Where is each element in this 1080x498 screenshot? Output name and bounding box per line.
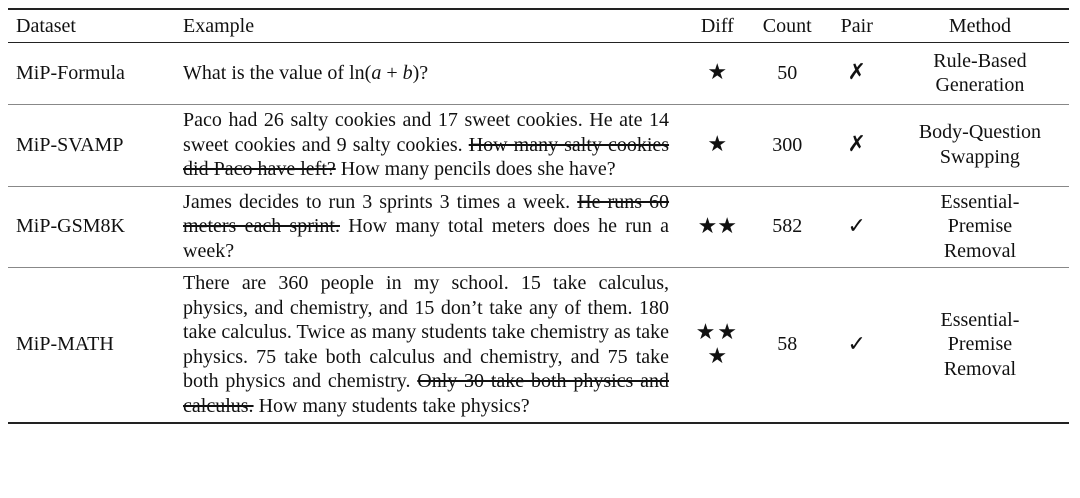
- method-cell: [891, 43, 1069, 105]
- check-mark-icon: ✓: [847, 330, 866, 356]
- cross-mark-icon: ✗: [847, 59, 866, 85]
- example-segment: How many total meters does he run a week?: [183, 215, 670, 262]
- dataset-cell: MiP-MATH: [16, 333, 114, 356]
- diff-cell: [683, 43, 752, 105]
- table-row: [8, 186, 1069, 268]
- method-text: Essential-Premise Removal: [940, 308, 1020, 380]
- dataset-table: [8, 8, 1069, 424]
- difficulty-star-icon: ★★: [697, 212, 738, 238]
- table-header-row: [8, 9, 1069, 43]
- count-cell: 58: [777, 333, 798, 356]
- example-text: [183, 108, 669, 182]
- method-text: Rule-Based Generation: [933, 49, 1027, 96]
- dataset-cell: MiP-SVAMP: [16, 133, 124, 156]
- pair-cell: [823, 43, 891, 105]
- count-cell: 582: [772, 215, 803, 237]
- diff-cell: [683, 105, 752, 187]
- removed-premise-text: How many salty cookies did Paco have left?: [183, 133, 670, 180]
- dataset-cell: MiP-GSM8K: [16, 215, 125, 237]
- difficulty-star-icon: ★: [707, 342, 728, 368]
- method-cell: [891, 105, 1069, 187]
- example-cell: [183, 105, 683, 187]
- header-method: Method: [948, 14, 1012, 37]
- method-cell: [891, 268, 1069, 424]
- dataset-table-container: [8, 8, 1069, 424]
- count-cell: 50: [777, 61, 798, 84]
- diff-cell: [683, 268, 752, 424]
- table-row: [8, 43, 1069, 105]
- difficulty-star-icon: ★★: [695, 318, 740, 344]
- header-dataset: Dataset: [16, 14, 76, 37]
- example-segment: +: [381, 61, 403, 84]
- example-text: [183, 61, 669, 86]
- example-segment: There are 360 people in my school. 15 take calculus, physics, and chemistry, and 15 don’t take any of them. 180 take calculus. Twice as many students take chemistry as take physics. 75 take both calculus and chemistry, and 75 take both physics and chemistry.: [183, 272, 670, 392]
- example-segment: How many students take physics?: [253, 394, 530, 417]
- removed-premise-text: Only 30 take both physics and calculus.: [183, 370, 670, 417]
- count-cell: 300: [772, 133, 803, 156]
- method-text: Essential-Premise Removal: [940, 190, 1020, 262]
- table-row: [8, 268, 1069, 424]
- table-body: [8, 43, 1069, 424]
- header-diff: Diff: [700, 14, 734, 37]
- pair-cell: [823, 186, 891, 268]
- difficulty-star-icon: ★: [707, 59, 728, 85]
- example-cell: [183, 268, 683, 424]
- header-example: Example: [183, 14, 255, 37]
- example-segment: a: [371, 61, 382, 84]
- pair-cell: [823, 105, 891, 187]
- method-cell: [891, 186, 1069, 268]
- example-segment: James decides to run 3 sprints 3 times a week.: [183, 190, 578, 213]
- example-text: [183, 271, 669, 418]
- dataset-cell: MiP-Formula: [16, 61, 125, 84]
- example-segment: What is the value of ln(: [183, 61, 372, 84]
- method-text: Body-Question Swapping: [918, 121, 1042, 168]
- example-segment: Paco had 26 salty cookies and 17 sweet cookies. He ate 14 sweet cookies and 9 salty cookies.: [183, 109, 670, 156]
- example-segment: b: [402, 61, 413, 84]
- difficulty-star-icon: [693, 320, 741, 368]
- example-text: [183, 190, 669, 264]
- difficulty-star-icon: ★: [707, 131, 728, 156]
- pair-cell: [823, 268, 891, 424]
- example-cell: [183, 43, 683, 105]
- removed-premise-text: He runs 60 meters each sprint.: [183, 190, 670, 237]
- header-count: Count: [762, 14, 812, 37]
- example-segment: How many pencils does she have?: [335, 158, 616, 180]
- header-pair: Pair: [840, 14, 873, 37]
- check-mark-icon: ✓: [847, 212, 866, 238]
- example-cell: [183, 186, 683, 268]
- table-row: [8, 105, 1069, 187]
- example-segment: )?: [412, 61, 429, 84]
- diff-cell: [683, 186, 752, 268]
- cross-mark-icon: ✗: [847, 131, 866, 156]
